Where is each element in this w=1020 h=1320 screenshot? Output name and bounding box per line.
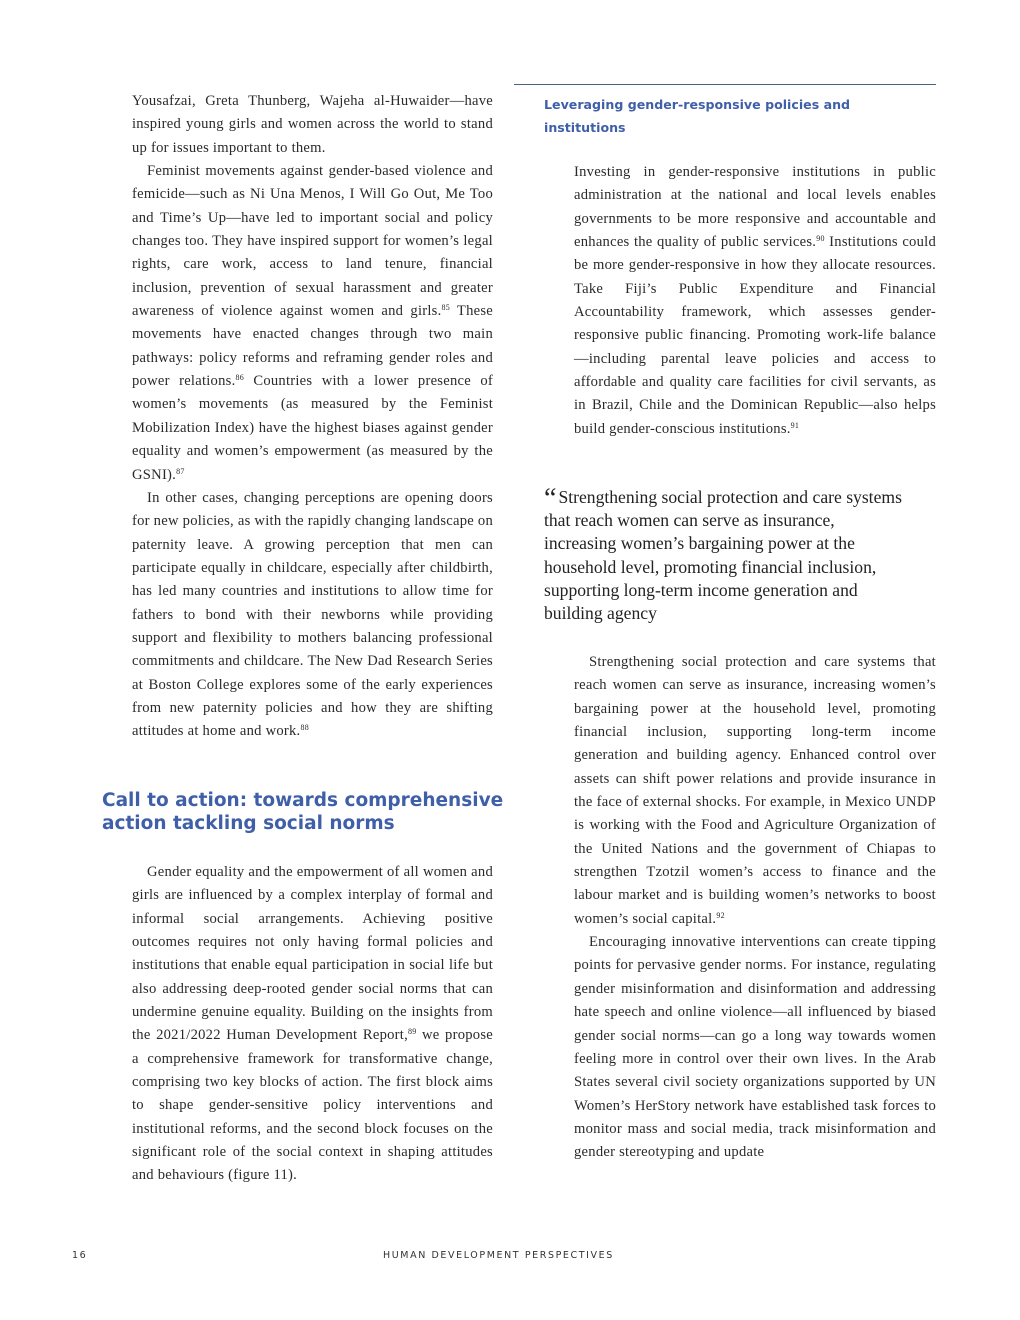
paragraph bbox=[132, 160, 493, 487]
running-title: HUMAN DEVELOPMENT PERSPECTIVES bbox=[383, 1250, 614, 1261]
subsection-heading: Leveraging gender-responsive policies and institutions bbox=[544, 97, 851, 135]
footnote-ref: 87 bbox=[176, 466, 185, 476]
quote-mark-icon: “ bbox=[544, 483, 557, 514]
left-column-body bbox=[132, 90, 493, 744]
paragraph bbox=[574, 161, 936, 441]
divider-rule bbox=[514, 84, 936, 85]
paragraph bbox=[574, 931, 936, 1164]
paragraph-text: Institutions could be more gender-responsive in how they allocate resources. Take Fiji’s Public Expenditure and Financial Accountability framework, which assesses gender-responsive public financing. Promoting work-life balance—including parental leave policies and access to affordable and quality care facilities for civil servants, as in Brazil, Chile and the Dominican Republic—also helps build gender-conscious institutions. bbox=[574, 234, 936, 437]
paragraph bbox=[132, 861, 493, 1188]
footnote-ref: 89 bbox=[408, 1027, 417, 1037]
page-number: 16 bbox=[72, 1250, 88, 1261]
paragraph-text: These movements have enacted changes through two main pathways: policy reforms and reframing gender roles and power relations. bbox=[132, 303, 493, 390]
paragraph-text: Strengthening social protection and care systems that reach women can serve as insurance, increasing women’s bargaining power at the household level, promoting financial inclusion, supporting long-term income generation and building agency. Enhanced control over assets can shift power relations and provide insurance in the face of external shocks. For example, in Mexico UNDP is working with the Food and Agriculture Organization of the United Nations and the government of Chiapas to strengthen Tzotzil women’s access to finance and the labour market and is building women’s networks to boost women’s social capital. bbox=[574, 654, 936, 927]
paragraph bbox=[132, 90, 493, 160]
footnote-ref: 92 bbox=[716, 910, 725, 920]
footnote-ref: 91 bbox=[790, 420, 800, 430]
paragraph bbox=[132, 487, 493, 744]
paragraph-text: Investing in gender-responsive institutions in public administration at the national and local levels enables governments to be more responsive and accountable and enhances the quality of public services. bbox=[574, 164, 936, 251]
right-column-body bbox=[574, 161, 936, 441]
footnote-ref: 88 bbox=[300, 723, 309, 733]
footnote-ref: 90 bbox=[816, 234, 825, 244]
footnote-ref: 85 bbox=[441, 303, 450, 313]
paragraph-text: we propose a comprehensive framework for transformative change, comprising two key blocks of action. The first block aims to shape gender-sensitive policy interventions and institutional reforms, and the second block focuses on the significant role of the social context in shaping attitudes and behaviours (figure 11). bbox=[132, 1027, 493, 1184]
paragraph-text: Feminist movements against gender-based violence and femicide—such as Ni Una Menos, I Will Go Out, Me Too and Time’s Up—have led to important social and policy changes too. They have inspired support for women’s legal rights, care work, access to land tenure, financial inclusion, prevention of sexual harassment and greater awareness of violence against women and girls. bbox=[132, 163, 493, 320]
section-heading: Call to action: towards comprehensive action tackling social norms bbox=[102, 790, 504, 834]
paragraph bbox=[574, 651, 936, 931]
paragraph-text: Yousafzai, Greta Thunberg, Wajeha al-Huwaider—have inspired young girls and women across the world to stand up for issues important to them. bbox=[132, 93, 493, 156]
footnote-ref: 86 bbox=[235, 373, 244, 383]
paragraph-text: Gender equality and the empowerment of all women and girls are influenced by a complex interplay of formal and informal social arrangements. Achieving positive outcomes requires not only having formal policies and institutions that enable equal participation in social life but also addressing deep-rooted gender social norms that can undermine genuine equality. Building on the insights from the 2021/2022 Human Development Report, bbox=[132, 864, 493, 1044]
pull-quote bbox=[544, 483, 904, 625]
paragraph-text: Countries with a lower presence of women’s movements (as measured by the Feminist Mobilization Index) have the highest biases against gender equality and women’s empowerment (as measured by the GSNI). bbox=[132, 373, 493, 483]
right-column-body-2 bbox=[574, 651, 936, 1165]
paragraph-text: Encouraging innovative interventions can create tipping points for pervasive gender norms. For instance, regulating gender misinformation and disinformation and addressing hate speech and online violence—all influenced by biased gender social norms—can go a long way towards women feeling more in control over their own lives. In the Arab States several civil society organizations supported by UN Women’s HerStory network have established task forces to monitor mass and social media, track misinformation and gender stereotyping and update bbox=[574, 934, 936, 1161]
pull-quote-text: Strengthening social protection and care systems that reach women can serve as insurance, increasing women’s bargaining power at the household level, promoting financial inclusion, supporting long-term income generation and building agency bbox=[544, 487, 902, 624]
paragraph-text: In other cases, changing perceptions are opening doors for new policies, as with the rapidly changing landscape on paternity leave. A growing perception that men can participate equally in childcare, especially after childbirth, has led many countries and institutions to allow time for fathers to bond with their newborns while providing support and flexibility to mothers balancing professional commitments and childcare. The New Dad Research Series at Boston College explores some of the early experiences from new paternity policies and how they are shifting attitudes at home and work. bbox=[132, 489, 493, 740]
left-column-body-2 bbox=[132, 861, 493, 1188]
